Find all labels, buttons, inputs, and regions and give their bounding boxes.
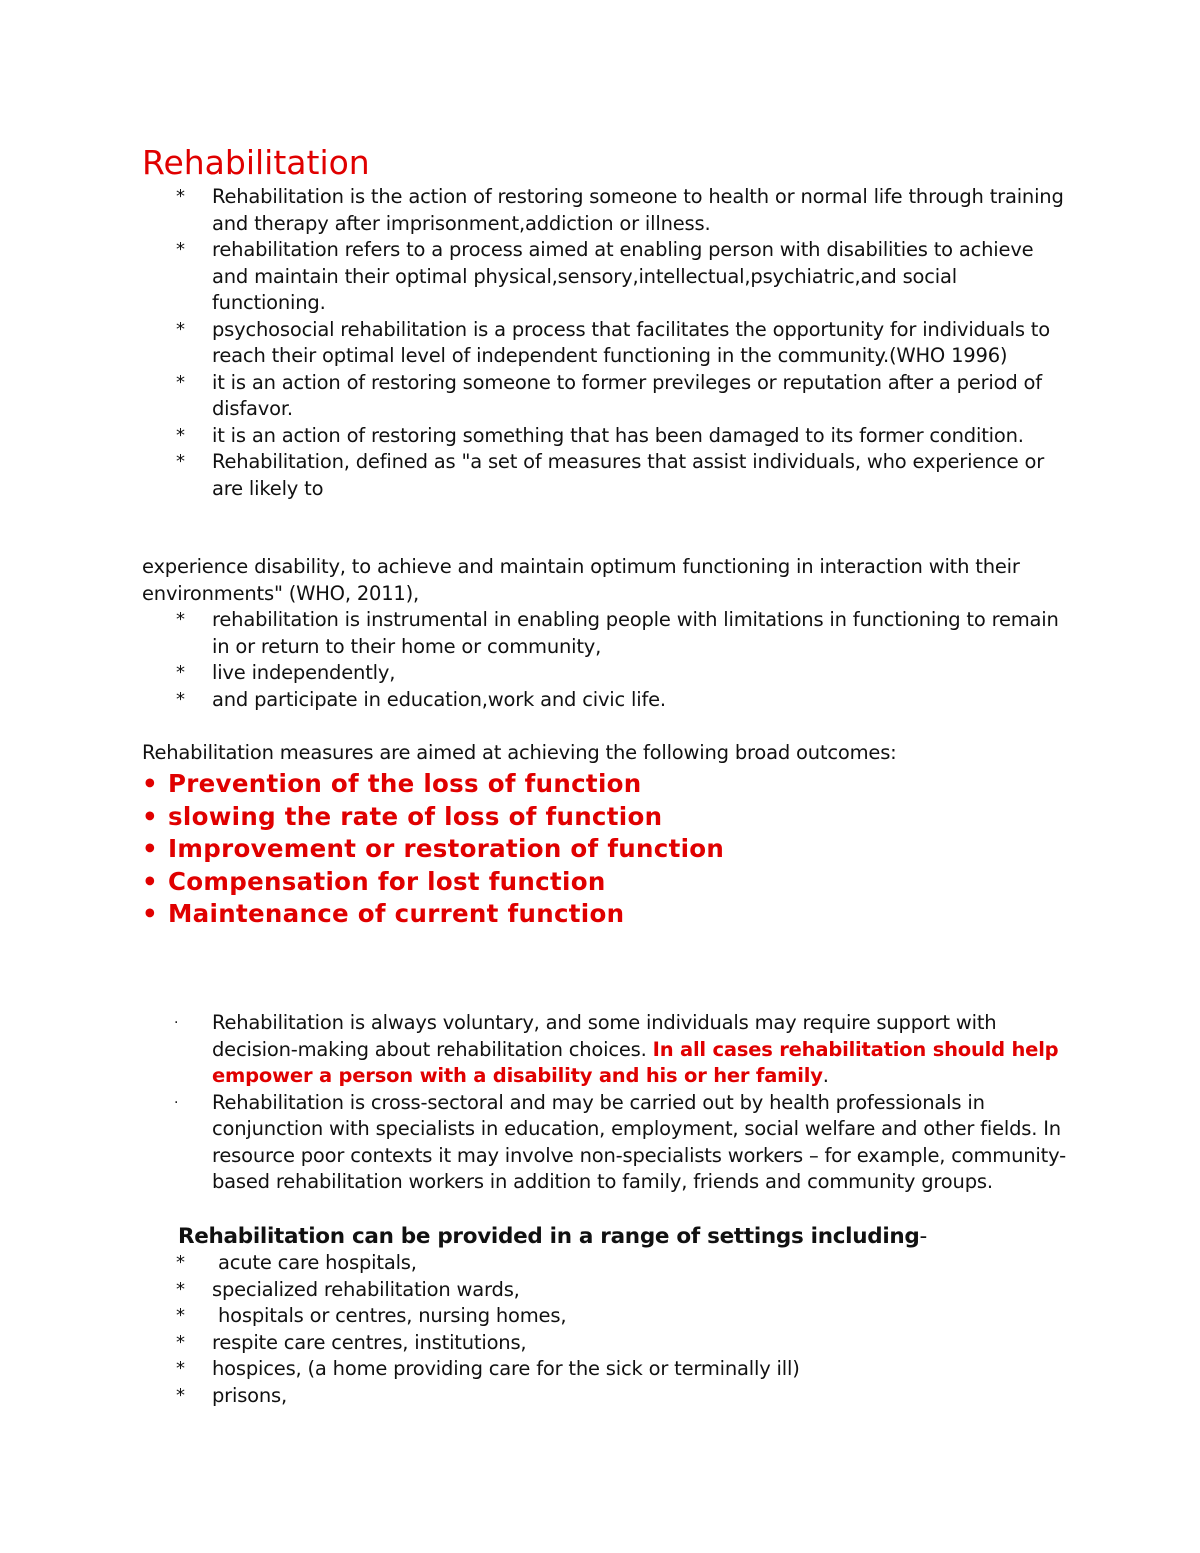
notes-list: [142, 1010, 1072, 1196]
asterisk-bullet-icon: *: [176, 1305, 185, 1326]
list-item: * it is an action of restoring someone to former previleges or reputation after a period of disfavor.: [176, 370, 1042, 420]
asterisk-bullet-icon: *: [176, 1278, 185, 1300]
asterisk-bullet-icon: *: [176, 451, 185, 472]
list-item: · Rehabilitation is cross-sectoral and may be carried out by health professionals in conjunction with specialists in education, employment, social welfare and other fields. In resource poor contexts it may involve non-specialists workers – for example, community-based rehabilitation workers in addition to family, friends and community groups.: [174, 1090, 1066, 1193]
outcomes-intro: Rehabilitation measures are aimed at achieving the following broad outcomes:: [142, 741, 897, 764]
bullet-dot-icon: •: [142, 866, 158, 896]
list-item: * prisons,: [142, 1383, 1072, 1410]
outcome-item: • Compensation for lost function: [142, 866, 724, 899]
bullet-dot-icon: •: [142, 834, 158, 863]
instrumental-list: [142, 607, 1072, 713]
list-item: * hospitals or centres, nursing homes,: [142, 1303, 1072, 1330]
list-item: * Rehabilitation, defined as "a set of measures that assist individuals, who experience or are likely to: [176, 450, 1045, 500]
list-item: * rehabilitation is instrumental in enabling people with limitations in functioning to remain in or return to their home or community,: [176, 608, 1059, 658]
list-item: * it is an action of restoring something that has been damaged to its former condition.: [142, 423, 1072, 450]
asterisk-bullet-icon: *: [176, 688, 185, 710]
outcome-item: • Improvement or restoration of function: [142, 833, 724, 866]
bullet-dot-icon: •: [142, 801, 158, 831]
middot-bullet-icon: ·: [174, 1015, 179, 1031]
asterisk-bullet-icon: *: [176, 186, 185, 207]
asterisk-bullet-icon: *: [176, 662, 185, 683]
asterisk-bullet-icon: *: [176, 1331, 185, 1353]
page-title: Rehabilitation: [142, 143, 370, 182]
outcome-item: • Prevention of the loss of function: [142, 768, 724, 801]
middot-bullet-icon: ·: [174, 1094, 179, 1111]
settings-list: [142, 1250, 1072, 1409]
list-item: * and participate in education,work and civic life.: [142, 687, 1072, 714]
list-item: * hospices, (a home providing care for the sick or terminally ill): [142, 1356, 1072, 1383]
emphasis-text: In all cases rehabilitation should help empower a person with a disability and his or her family: [212, 1037, 1059, 1087]
list-item: * rehabilitation refers to a process aimed at enabling person with disabilities to achieve and maintain their optimal physical,sensory,intellectual,psychiatric,and social functioning.: [176, 238, 1034, 314]
asterisk-bullet-icon: *: [176, 424, 185, 446]
list-item: * specialized rehabilitation wards,: [142, 1277, 1072, 1304]
outcome-item: • Maintenance of current function: [142, 898, 724, 931]
asterisk-bullet-icon: *: [176, 609, 185, 630]
list-item: · Rehabilitation is always voluntary, and some individuals may require support with decision-making about rehabilitation choices. In all cases rehabilitation should help empower a person with a disability and his or her family.: [174, 1011, 1059, 1087]
asterisk-bullet-icon: *: [176, 239, 185, 260]
asterisk-bullet-icon: *: [176, 371, 185, 393]
list-item: * psychosocial rehabilitation is a process that facilitates the opportunity for individuals to reach their optimal level of independent functioning in the community.(WHO 1996): [176, 317, 1050, 367]
bullet-dot-icon: •: [142, 769, 158, 798]
outcome-item: • slowing the rate of loss of function: [142, 801, 724, 834]
bullet-dot-icon: •: [142, 899, 158, 928]
settings-heading: Rehabilitation can be provided in a range of settings including-: [178, 1224, 927, 1249]
definitions-list: [142, 184, 1072, 502]
asterisk-bullet-icon: *: [176, 1252, 185, 1273]
list-item: * respite care centres, institutions,: [142, 1330, 1072, 1357]
list-item: * live independently,: [142, 660, 1072, 687]
who-definition-continuation: experience disability, to achieve and maintain optimum functioning in interaction with their environments" (WHO, 2011),: [142, 555, 1020, 605]
list-item: * Rehabilitation is the action of restoring someone to health or normal life through training and therapy after imprisonment,addiction or illness.: [176, 185, 1064, 235]
list-item: * acute care hospitals,: [142, 1250, 1072, 1277]
asterisk-bullet-icon: *: [176, 318, 185, 340]
outcomes-list: [142, 768, 724, 931]
asterisk-bullet-icon: *: [176, 1358, 185, 1379]
asterisk-bullet-icon: *: [176, 1384, 185, 1406]
